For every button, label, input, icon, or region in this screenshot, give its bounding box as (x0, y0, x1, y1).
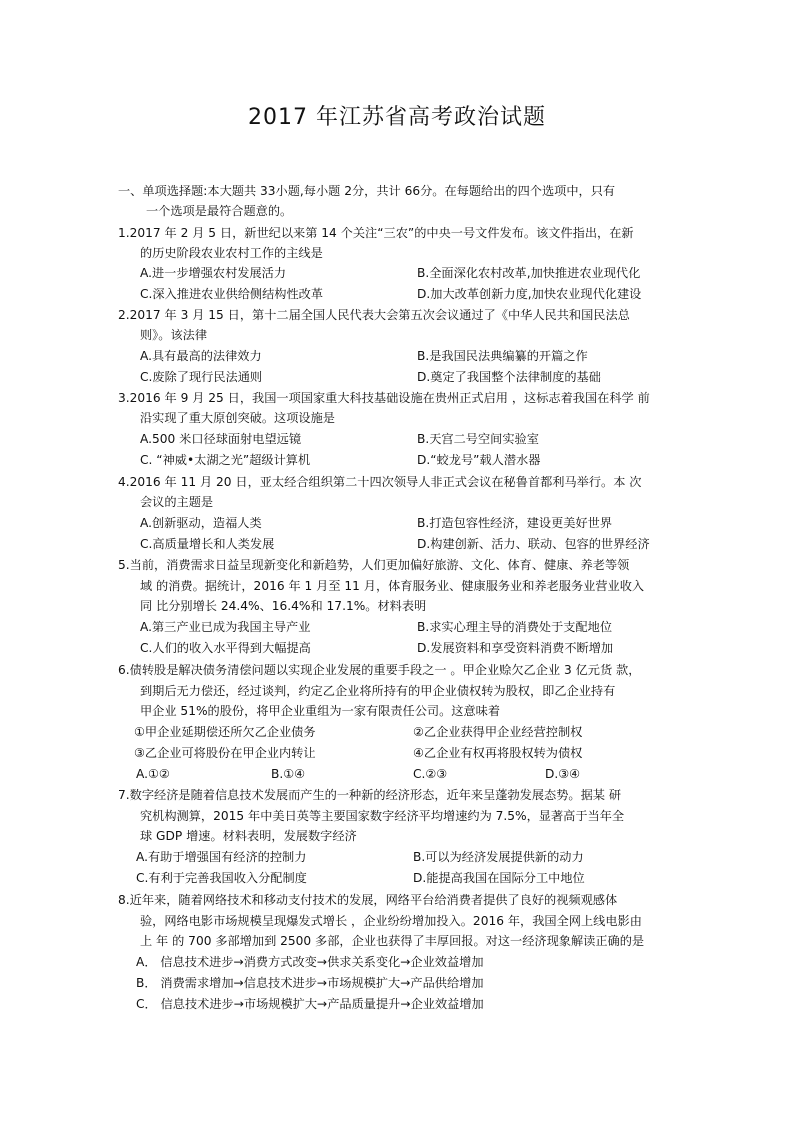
question-7-stem-cont-1: 究机构测算，2015 年中美日英等主要国家数字经济平均增速约为 7.5%，显著高于当年全 (140, 809, 625, 823)
question-7-option-c: C.有利于完善我国收入分配制度 (136, 871, 307, 885)
question-6-option-a: A.①② (136, 767, 170, 781)
page-title: 2017 年江苏省高考政治试题 (248, 105, 546, 130)
question-4-stem-cont: 会议的主题是 (140, 495, 214, 509)
question-6-item-3: ③乙企业可将股份在甲企业内转让 (134, 746, 316, 760)
question-7-option-b: B.可以为经济发展提供新的动力 (413, 850, 584, 864)
question-3-stem: 3.2016 年 9 月 25 日，我国一项国家重大科技基础设施在贵州正式启用 ，这标志着我国在科学 前 (118, 391, 650, 405)
question-7-stem: 7.数字经济是随着信息技术发展而产生的一种新的经济形态，近年来呈蓬勃发展态势。据某 研 (118, 788, 622, 802)
question-7-option-d: D.能提高我国在国际分工中地位 (413, 871, 585, 885)
question-5-option-c: C.人们的收入水平得到大幅提高 (140, 641, 311, 655)
section-heading: 一、单项选择题:本大题共 33小题,每小题 2分，共计 66分。在每题给出的四个选项中，只有 (118, 184, 616, 198)
question-7-stem-cont-2: 球 GDP 增速。材料表明，发展数字经济 (140, 829, 357, 843)
question-2-option-c: C.废除了现行民法通则 (140, 370, 263, 384)
question-6-option-c: C.②③ (413, 767, 448, 781)
question-7-option-a: A.有助于增强国有经济的控制力 (136, 850, 307, 864)
question-6-option-d: D.③④ (545, 767, 581, 781)
question-1-option-d: D.加大改革创新力度,加快农业现代化建设 (417, 287, 642, 301)
question-3-option-b: B.天宫二号空间实验室 (417, 432, 539, 446)
question-2-stem-cont: 则》。该法律 (140, 328, 208, 342)
question-6-stem-cont-2: 甲企业 51%的股份，将甲企业重组为一家有限责任公司。这意味着 (140, 704, 501, 718)
question-3-option-d: D.“蛟龙号”载人潜水器 (417, 453, 541, 467)
question-4-option-a: A.创新驱动，造福人类 (140, 516, 262, 530)
question-5-option-d: D.发展资料和享受资料消费不断增加 (417, 641, 614, 655)
question-6-item-1: ①甲企业延期偿还所欠乙企业债务 (134, 725, 316, 739)
question-5-stem-cont-1: 域 的消费。据统计，2016 年 1 月至 11 月，体育服务业、健康服务业和养老服务业营业收入 (140, 579, 645, 593)
question-2-option-a: A.具有最高的法律效力 (140, 349, 262, 363)
question-2-option-b: B.是我国民法典编纂的开篇之作 (417, 349, 588, 363)
question-6-stem: 6.债转股是解决债务清偿问题以实现企业发展的重要手段之一 。甲企业赊欠乙企业 3 亿元货 款， (118, 663, 641, 677)
question-8-stem-cont-2: 上 年 的 700 多部增加到 2500 多部，企业也获得了丰厚回报。对这一经济现象解读正确的是 (140, 934, 645, 948)
question-8-option-c: C． 信息技术进步→市场规模扩大→产品质量提升→企业效益增加 (136, 997, 484, 1011)
question-1-option-b: B.全面深化农村改革,加快推进农业现代化 (417, 266, 641, 280)
question-3-stem-cont: 沿实现了重大原创突破。这项设施是 (140, 411, 335, 425)
question-3-option-c: C. “神威•太湖之光”超级计算机 (140, 453, 311, 467)
question-3-option-a: A.500 米口径球面射电望远镜 (140, 432, 302, 446)
section-heading-cont: 一个选项是最符合题意的。 (146, 204, 293, 218)
question-1-option-c: C.深入推进农业供给侧结构性改革 (140, 287, 324, 301)
question-8-option-a: A． 信息技术进步→消费方式改变→供求关系变化→企业效益增加 (136, 955, 484, 969)
question-1-stem-cont: 的历史阶段农业农村工作的主线是 (140, 246, 323, 260)
question-8-stem-cont-1: 验，网络电影市场规模呈现爆发式增长 ，企业纷纷增加投入。2016 年，我国全网上线电影由 (140, 914, 642, 928)
question-5-stem-cont-2: 同 比分别增长 24.4%、16.4%和 17.1%。材料表明 (140, 599, 427, 613)
question-8-stem: 8.近年来，随着网络技术和移动支付技术的发展，网络平台给消费者提供了良好的视频观感体 (118, 893, 618, 907)
question-6-item-2: ②乙企业获得甲企业经营控制权 (413, 725, 583, 739)
question-6-stem-cont-1: 到期后无力偿还，经过谈判，约定乙企业将所持有的甲企业债权转为股权，即乙企业持有 (140, 684, 616, 698)
question-1-stem: 1.2017 年 2 月 5 日，新世纪以来第 14 个关注“三农”的中央一号文件发布。该文件指出，在新 (118, 226, 634, 240)
question-1-option-a: A.进一步增强农村发展活力 (140, 266, 287, 280)
question-2-option-d: D.奠定了我国整个法律制度的基础 (417, 370, 601, 384)
question-4-option-b: B.打造包容性经济，建设更美好世界 (417, 516, 613, 530)
question-2-stem: 2.2017 年 3 月 15 日，第十二届全国人民代表大会第五次会议通过了《中华人民共和国民法总 (118, 308, 630, 322)
question-4-option-c: C.高质量增长和人类发展 (140, 537, 275, 551)
question-4-stem: 4.2016 年 11 月 20 日，亚太经合组织第二十四次领导人非正式会议在秘鲁首都利马举行。本 次 (118, 475, 642, 489)
question-5-option-b: B.求实心理主导的消费处于支配地位 (417, 620, 613, 634)
question-5-stem: 5.当前，消费需求日益呈现新变化和新趋势，人们更加偏好旅游、文化、体育、健康、养老等领 (118, 558, 630, 572)
question-8-option-b: B． 消费需求增加→信息技术进步→市场规模扩大→产品供给增加 (136, 976, 484, 990)
question-4-option-d: D.构建创新、活力、联动、包容的世界经济 (417, 537, 650, 551)
question-5-option-a: A.第三产业已成为我国主导产业 (140, 620, 311, 634)
question-6-item-4: ④乙企业有权再将股权转为债权 (413, 746, 583, 760)
question-6-option-b: B.①④ (271, 767, 306, 781)
